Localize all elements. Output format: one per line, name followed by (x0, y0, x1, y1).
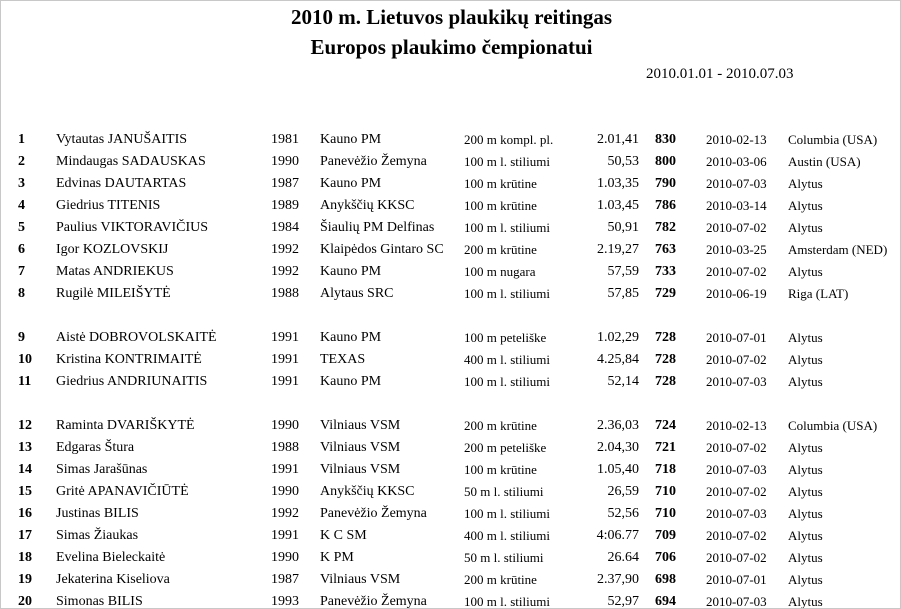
city-cell: Alytus (788, 594, 823, 609)
year-cell: 1984 (271, 220, 299, 235)
event-cell: 200 m krūtine (464, 572, 537, 587)
date-cell: 2010-02-13 (706, 418, 767, 433)
city-cell: Austin (USA) (788, 154, 861, 169)
name-cell: Mindaugas SADAUSKAS (56, 154, 206, 169)
club-cell: Kauno PM (320, 374, 382, 389)
name-cell: Kristina KONTRIMAITĖ (56, 352, 202, 367)
city-cell: Alytus (788, 374, 823, 389)
club-cell: Vilniaus VSM (320, 418, 401, 433)
city-cell: Alytus (788, 330, 823, 345)
city-cell: Alytus (788, 528, 823, 543)
date-cell: 2010-07-01 (706, 330, 767, 345)
table-row (1, 349, 901, 371)
name-cell: Giedrius TITENIS (56, 198, 161, 213)
year-cell: 1981 (271, 132, 299, 147)
points-cell: 728 (655, 352, 676, 367)
time-cell: 57,59 (607, 264, 639, 279)
rank-cell: 16 (18, 506, 32, 521)
city-cell: Riga (LAT) (788, 286, 849, 301)
points-cell: 729 (655, 286, 676, 301)
rank-cell: 5 (18, 220, 25, 235)
city-cell: Alytus (788, 506, 823, 521)
club-cell: K PM (320, 550, 354, 565)
name-cell: Edgaras Štura (56, 440, 135, 455)
points-cell: 721 (655, 440, 676, 455)
club-cell: Vilniaus VSM (320, 572, 401, 587)
rank-cell: 7 (18, 264, 25, 279)
time-cell: 2.01,41 (597, 132, 639, 147)
date-cell: 2010-07-03 (706, 176, 767, 191)
city-cell: Alytus (788, 572, 823, 587)
year-cell: 1991 (271, 462, 299, 477)
date-cell: 2010-02-13 (706, 132, 767, 147)
table-row (1, 415, 901, 437)
table-row (1, 129, 901, 151)
name-cell: Vytautas JANUŠAITIS (56, 132, 188, 147)
page-title: 2010 m. Lietuvos plaukikų reitingas (290, 5, 613, 29)
time-cell: 4:06.77 (596, 528, 639, 543)
name-cell: Simas Žiaukas (56, 528, 139, 543)
points-cell: 782 (655, 220, 676, 235)
date-cell: 2010-07-03 (706, 374, 767, 389)
table-row (1, 371, 901, 393)
rank-cell: 2 (18, 154, 25, 169)
event-cell: 200 m krūtine (464, 418, 537, 433)
club-cell: Alytaus SRC (320, 286, 394, 301)
time-cell: 26,59 (607, 484, 639, 499)
city-cell: Columbia (USA) (788, 418, 878, 433)
year-cell: 1990 (271, 154, 299, 169)
rank-cell: 1 (18, 132, 25, 147)
city-cell: Alytus (788, 220, 823, 235)
rank-cell: 15 (18, 484, 32, 499)
time-cell: 57,85 (607, 286, 639, 301)
date-cell: 2010-03-06 (706, 154, 767, 169)
date-cell: 2010-03-25 (706, 242, 767, 257)
time-cell: 2.36,03 (597, 418, 639, 433)
city-cell: Alytus (788, 352, 823, 367)
city-cell: Amsterdam (NED) (788, 242, 888, 257)
points-cell: 709 (655, 528, 676, 543)
name-cell: Matas ANDRIEKUS (56, 264, 174, 279)
rank-cell: 18 (18, 550, 32, 565)
city-cell: Alytus (788, 176, 823, 191)
name-cell: Raminta DVARIŠKYTĖ (56, 418, 195, 433)
points-cell: 698 (655, 572, 676, 587)
city-cell: Alytus (788, 462, 823, 477)
rank-cell: 14 (18, 462, 32, 477)
year-cell: 1990 (271, 484, 299, 499)
rank-cell: 8 (18, 286, 25, 301)
points-cell: 728 (655, 374, 676, 389)
points-cell: 718 (655, 462, 676, 477)
event-cell: 100 m l. stiliumi (464, 220, 550, 235)
table-row (1, 327, 901, 349)
event-cell: 100 m l. stiliumi (464, 594, 550, 609)
date-cell: 2010-07-02 (706, 264, 767, 279)
club-cell: Kauno PM (320, 176, 382, 191)
year-cell: 1991 (271, 374, 299, 389)
event-cell: 100 m l. stiliumi (464, 286, 550, 301)
date-cell: 2010-07-02 (706, 550, 767, 565)
club-cell: Šiaulių PM Delfinas (320, 220, 435, 235)
time-cell: 2.37,90 (597, 572, 639, 587)
points-cell: 710 (655, 506, 676, 521)
rank-cell: 13 (18, 440, 32, 455)
year-cell: 1991 (271, 330, 299, 345)
event-cell: 200 m krūtine (464, 242, 537, 257)
club-cell: Panevėžio Žemyna (320, 506, 427, 521)
event-cell: 100 m nugara (464, 264, 536, 279)
rank-cell: 11 (18, 374, 32, 389)
date-range: 2010.01.01 - 2010.07.03 (646, 66, 794, 82)
time-cell: 4.25,84 (597, 352, 639, 367)
date-cell: 2010-07-03 (706, 462, 767, 477)
table-row (1, 591, 901, 609)
ranking-table (1, 1, 901, 609)
points-cell: 800 (655, 154, 676, 169)
rank-cell: 17 (18, 528, 32, 543)
year-cell: 1988 (271, 440, 299, 455)
rank-cell: 12 (18, 418, 32, 433)
points-cell: 733 (655, 264, 676, 279)
year-cell: 1987 (271, 176, 299, 191)
table-row (1, 239, 901, 261)
event-cell: 100 m l. stiliumi (464, 154, 550, 169)
event-cell: 100 m peteliške (464, 330, 547, 345)
name-cell: Edvinas DAUTARTAS (56, 176, 187, 191)
city-cell: Alytus (788, 550, 823, 565)
name-cell: Paulius VIKTORAVIČIUS (56, 220, 209, 235)
table-row (1, 217, 901, 239)
year-cell: 1990 (271, 550, 299, 565)
date-cell: 2010-07-02 (706, 352, 767, 367)
club-cell: TEXAS (320, 352, 366, 367)
name-cell: Aistė DOBROVOLSKAITĖ (56, 330, 217, 345)
city-cell: Columbia (USA) (788, 132, 878, 147)
time-cell: 52,97 (607, 594, 639, 609)
table-row (1, 261, 901, 283)
rank-cell: 4 (18, 198, 25, 213)
event-cell: 50 m l. stiliumi (464, 550, 544, 565)
event-cell: 400 m l. stiliumi (464, 528, 550, 543)
city-cell: Alytus (788, 440, 823, 455)
year-cell: 1992 (271, 242, 299, 257)
year-cell: 1991 (271, 352, 299, 367)
club-cell: Anykščių KKSC (320, 198, 415, 213)
date-cell: 2010-07-03 (706, 594, 767, 609)
club-cell: Panevėžio Žemyna (320, 154, 427, 169)
name-cell: Simonas BILIS (56, 594, 143, 609)
event-cell: 100 m krūtine (464, 462, 537, 477)
rank-cell: 19 (18, 572, 32, 587)
city-cell: Alytus (788, 264, 823, 279)
table-row (1, 173, 901, 195)
year-cell: 1989 (271, 198, 299, 213)
table-row (1, 503, 901, 525)
club-cell: Anykščių KKSC (320, 484, 415, 499)
time-cell: 50,91 (607, 220, 639, 235)
year-cell: 1992 (271, 264, 299, 279)
date-cell: 2010-03-14 (706, 198, 767, 213)
time-cell: 52,56 (607, 506, 639, 521)
points-cell: 728 (655, 330, 676, 345)
table-row (1, 547, 901, 569)
points-cell: 786 (655, 198, 676, 213)
club-cell: K C SM (320, 528, 367, 543)
points-cell: 706 (655, 550, 676, 565)
rank-cell: 3 (18, 176, 25, 191)
time-cell: 1.02,29 (597, 330, 639, 345)
year-cell: 1990 (271, 418, 299, 433)
name-cell: Rugilė MILEIŠYTĖ (56, 286, 171, 301)
points-cell: 710 (655, 484, 676, 499)
club-cell: Vilniaus VSM (320, 462, 401, 477)
year-cell: 1993 (271, 594, 299, 609)
date-cell: 2010-07-02 (706, 440, 767, 455)
name-cell: Justinas BILIS (56, 506, 139, 521)
club-cell: Panevėžio Žemyna (320, 594, 427, 609)
points-cell: 790 (655, 176, 676, 191)
points-cell: 830 (655, 132, 676, 147)
table-row (1, 569, 901, 591)
rank-cell: 6 (18, 242, 25, 257)
time-cell: 2.19,27 (597, 242, 639, 257)
date-cell: 2010-07-03 (706, 506, 767, 521)
rank-cell: 20 (18, 594, 32, 609)
table-row (1, 151, 901, 173)
time-cell: 50,53 (607, 154, 639, 169)
points-cell: 763 (655, 242, 676, 257)
club-cell: Kauno PM (320, 330, 382, 345)
time-cell: 2.04,30 (597, 440, 639, 455)
points-cell: 724 (655, 418, 676, 433)
date-cell: 2010-07-01 (706, 572, 767, 587)
club-cell: Kauno PM (320, 132, 382, 147)
rank-cell: 10 (18, 352, 32, 367)
name-cell: Igor KOZLOVSKIJ (56, 242, 169, 257)
table-row (1, 437, 901, 459)
time-cell: 1.03,35 (597, 176, 639, 191)
event-cell: 200 m kompl. pl. (464, 132, 554, 147)
event-cell: 100 m l. stiliumi (464, 374, 550, 389)
time-cell: 1.05,40 (597, 462, 639, 477)
club-cell: Vilniaus VSM (320, 440, 401, 455)
year-cell: 1992 (271, 506, 299, 521)
club-cell: Kauno PM (320, 264, 382, 279)
city-cell: Alytus (788, 198, 823, 213)
table-row (1, 283, 901, 305)
time-cell: 1.03,45 (597, 198, 639, 213)
club-cell: Klaipėdos Gintaro SC (320, 242, 444, 257)
table-row (1, 459, 901, 481)
event-cell: 50 m l. stiliumi (464, 484, 544, 499)
date-cell: 2010-07-02 (706, 220, 767, 235)
name-cell: Giedrius ANDRIUNAITIS (56, 374, 208, 389)
points-cell: 694 (655, 594, 676, 609)
name-cell: Gritė APANAVIČIŪTĖ (56, 484, 189, 499)
date-cell: 2010-06-19 (706, 286, 767, 301)
table-row (1, 195, 901, 217)
year-cell: 1991 (271, 528, 299, 543)
event-cell: 200 m peteliške (464, 440, 547, 455)
rank-cell: 9 (18, 330, 25, 345)
name-cell: Simas Jarašūnas (56, 462, 148, 477)
name-cell: Evelina Bieleckaitė (56, 550, 166, 565)
event-cell: 100 m l. stiliumi (464, 506, 550, 521)
year-cell: 1988 (271, 286, 299, 301)
time-cell: 26.64 (607, 550, 639, 565)
time-cell: 52,14 (607, 374, 639, 389)
date-cell: 2010-07-02 (706, 484, 767, 499)
name-cell: Jekaterina Kiseliova (56, 572, 170, 587)
city-cell: Alytus (788, 484, 823, 499)
table-row (1, 481, 901, 503)
year-cell: 1987 (271, 572, 299, 587)
page-subtitle: Europos plaukimo čempionatui (310, 35, 593, 59)
date-cell: 2010-07-02 (706, 528, 767, 543)
event-cell: 100 m krūtine (464, 176, 537, 191)
event-cell: 100 m krūtine (464, 198, 537, 213)
table-row (1, 525, 901, 547)
event-cell: 400 m l. stiliumi (464, 352, 550, 367)
